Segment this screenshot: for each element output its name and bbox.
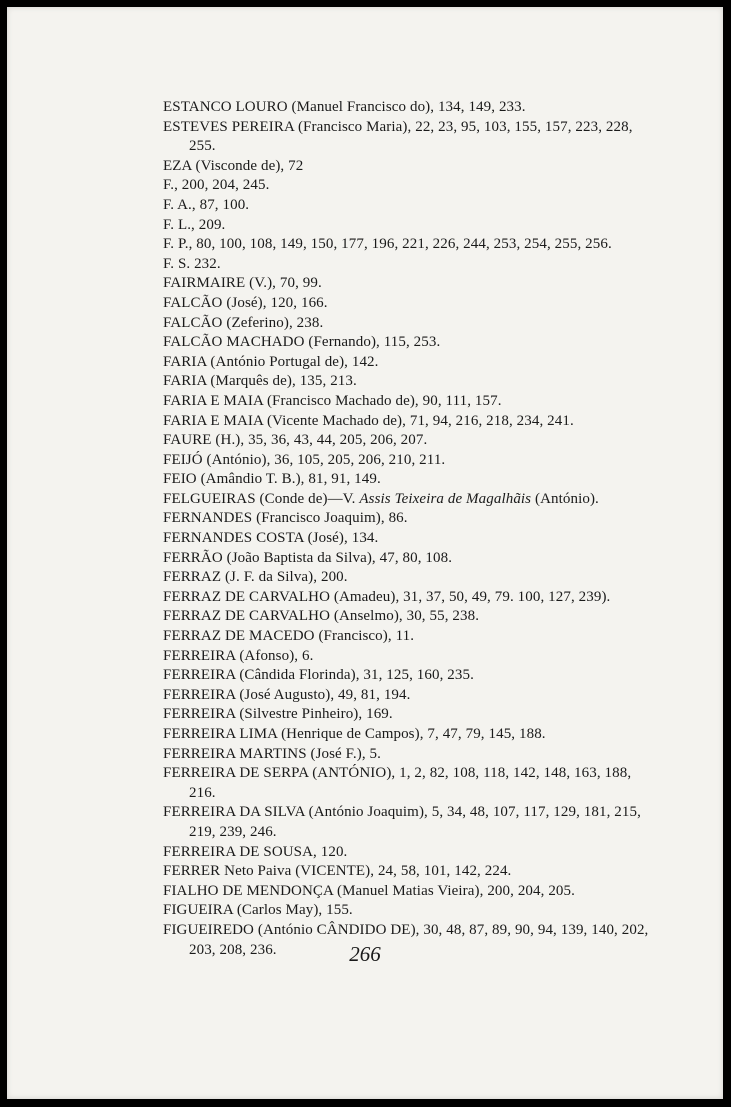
index-entry: FALCÃO (Zeferino), 238.	[163, 314, 324, 331]
index-entry: FARIA E MAIA (Francisco Machado de), 90, 111, 157.	[163, 392, 502, 409]
index-entry: F., 200, 204, 245.	[163, 177, 270, 194]
index-entry: F. L., 209.	[163, 216, 226, 233]
index-entry: FERRÃO (João Baptista da Silva), 47, 80, 108.	[163, 549, 453, 566]
index-entry: FERREIRA DA SILVA (António Joaquim), 5, 34, 48, 107, 117, 129, 181, 215, 219, 239, 246.	[163, 804, 641, 840]
index-entry: FERNANDES COSTA (José), 134.	[163, 530, 379, 547]
index-entry: FERREIRA (Afonso), 6.	[163, 647, 314, 664]
index-entry: EZA (Visconde de), 72	[163, 157, 304, 174]
index-entry: FIGUEIRA (Carlos May), 155.	[163, 902, 353, 919]
index-entry: FERREIRA LIMA (Henrique de Campos), 7, 47, 79, 145, 188.	[163, 726, 546, 742]
name-index-list	[163, 98, 653, 960]
index-entry: FERRAZ DE CARVALHO (Amadeu), 31, 37, 50, 49, 79. 100, 127, 239).	[163, 588, 611, 605]
index-entry: FEIO (Amândio T. B.), 81, 91, 149.	[163, 471, 381, 488]
book-page	[7, 7, 723, 1099]
index-entry: FERRAZ (J. F. da Silva), 200.	[163, 569, 348, 586]
index-entry: FEIJÓ (António), 36, 105, 205, 206, 210, 211.	[163, 451, 446, 468]
index-entry: F. A., 87, 100.	[163, 196, 250, 213]
index-entry: FERREIRA DE SOUSA, 120.	[163, 843, 348, 860]
index-entry: FARIA E MAIA (Vicente Machado de), 71, 94, 216, 218, 234, 241.	[163, 412, 574, 429]
index-entry: FARIA (António Portugal de), 142.	[163, 353, 379, 370]
index-entry: FALCÃO MACHADO (Fernando), 115, 253.	[163, 334, 441, 351]
index-entry: FERRAZ DE MACEDO (Francisco), 11.	[163, 628, 415, 645]
index-entry: ESTANCO LOURO (Manuel Francisco do), 134, 149, 233.	[163, 99, 526, 115]
index-entry: FERNANDES (Francisco Joaquim), 86.	[163, 510, 408, 527]
index-entry: FALCÃO (José), 120, 166.	[163, 294, 328, 311]
index-entry: F. S. 232.	[163, 255, 221, 272]
index-entry: ESTEVES PEREIRA (Francisco Maria), 22, 23, 95, 103, 155, 157, 223, 228, 255.	[163, 118, 633, 155]
index-entry: FERREIRA (José Augusto), 49, 81, 194.	[163, 686, 411, 703]
index-entry: FERRER Neto Paiva (VICENTE), 24, 58, 101, 142, 224.	[163, 863, 512, 880]
cross-reference-italic: Assis Teixeira de Magalhãis	[359, 490, 532, 507]
index-entry: FARIA (Marquês de), 135, 213.	[163, 373, 357, 390]
index-entry: FERREIRA (Cândida Florinda), 31, 125, 160, 235.	[163, 667, 474, 684]
index-entry: FERREIRA DE SERPA (ANTÓNIO), 1, 2, 82, 108, 118, 142, 148, 163, 188, 216.	[163, 765, 632, 801]
index-entry: FIALHO DE MENDONÇA (Manuel Matias Vieira), 200, 204, 205.	[163, 882, 575, 899]
index-entry: FAURE (H.), 35, 36, 43, 44, 205, 206, 207.	[163, 432, 428, 449]
index-entry: FAIRMAIRE (V.), 70, 99.	[163, 275, 322, 292]
entry-text: FELGUEIRAS (Conde de)—V.	[163, 490, 360, 507]
index-entry: FERREIRA MARTINS (José F.), 5.	[163, 745, 382, 762]
index-entry: F. P., 80, 100, 108, 149, 150, 177, 196, 221, 226, 244, 253, 254, 255, 256.	[163, 236, 612, 253]
index-entry: FERRAZ DE CARVALHO (Anselmo), 30, 55, 238.	[163, 608, 480, 625]
index-entry: FIGUEIREDO (António CÂNDIDO DE), 30, 48, 87, 89, 90, 94, 139, 140, 202, 203, 208, 236.	[163, 921, 649, 958]
page-number: 266	[349, 942, 381, 966]
index-entry-felgueiras	[163, 490, 653, 510]
index-entry: FERREIRA (Silvestre Pinheiro), 169.	[163, 706, 393, 723]
entry-text: (António).	[531, 490, 599, 507]
